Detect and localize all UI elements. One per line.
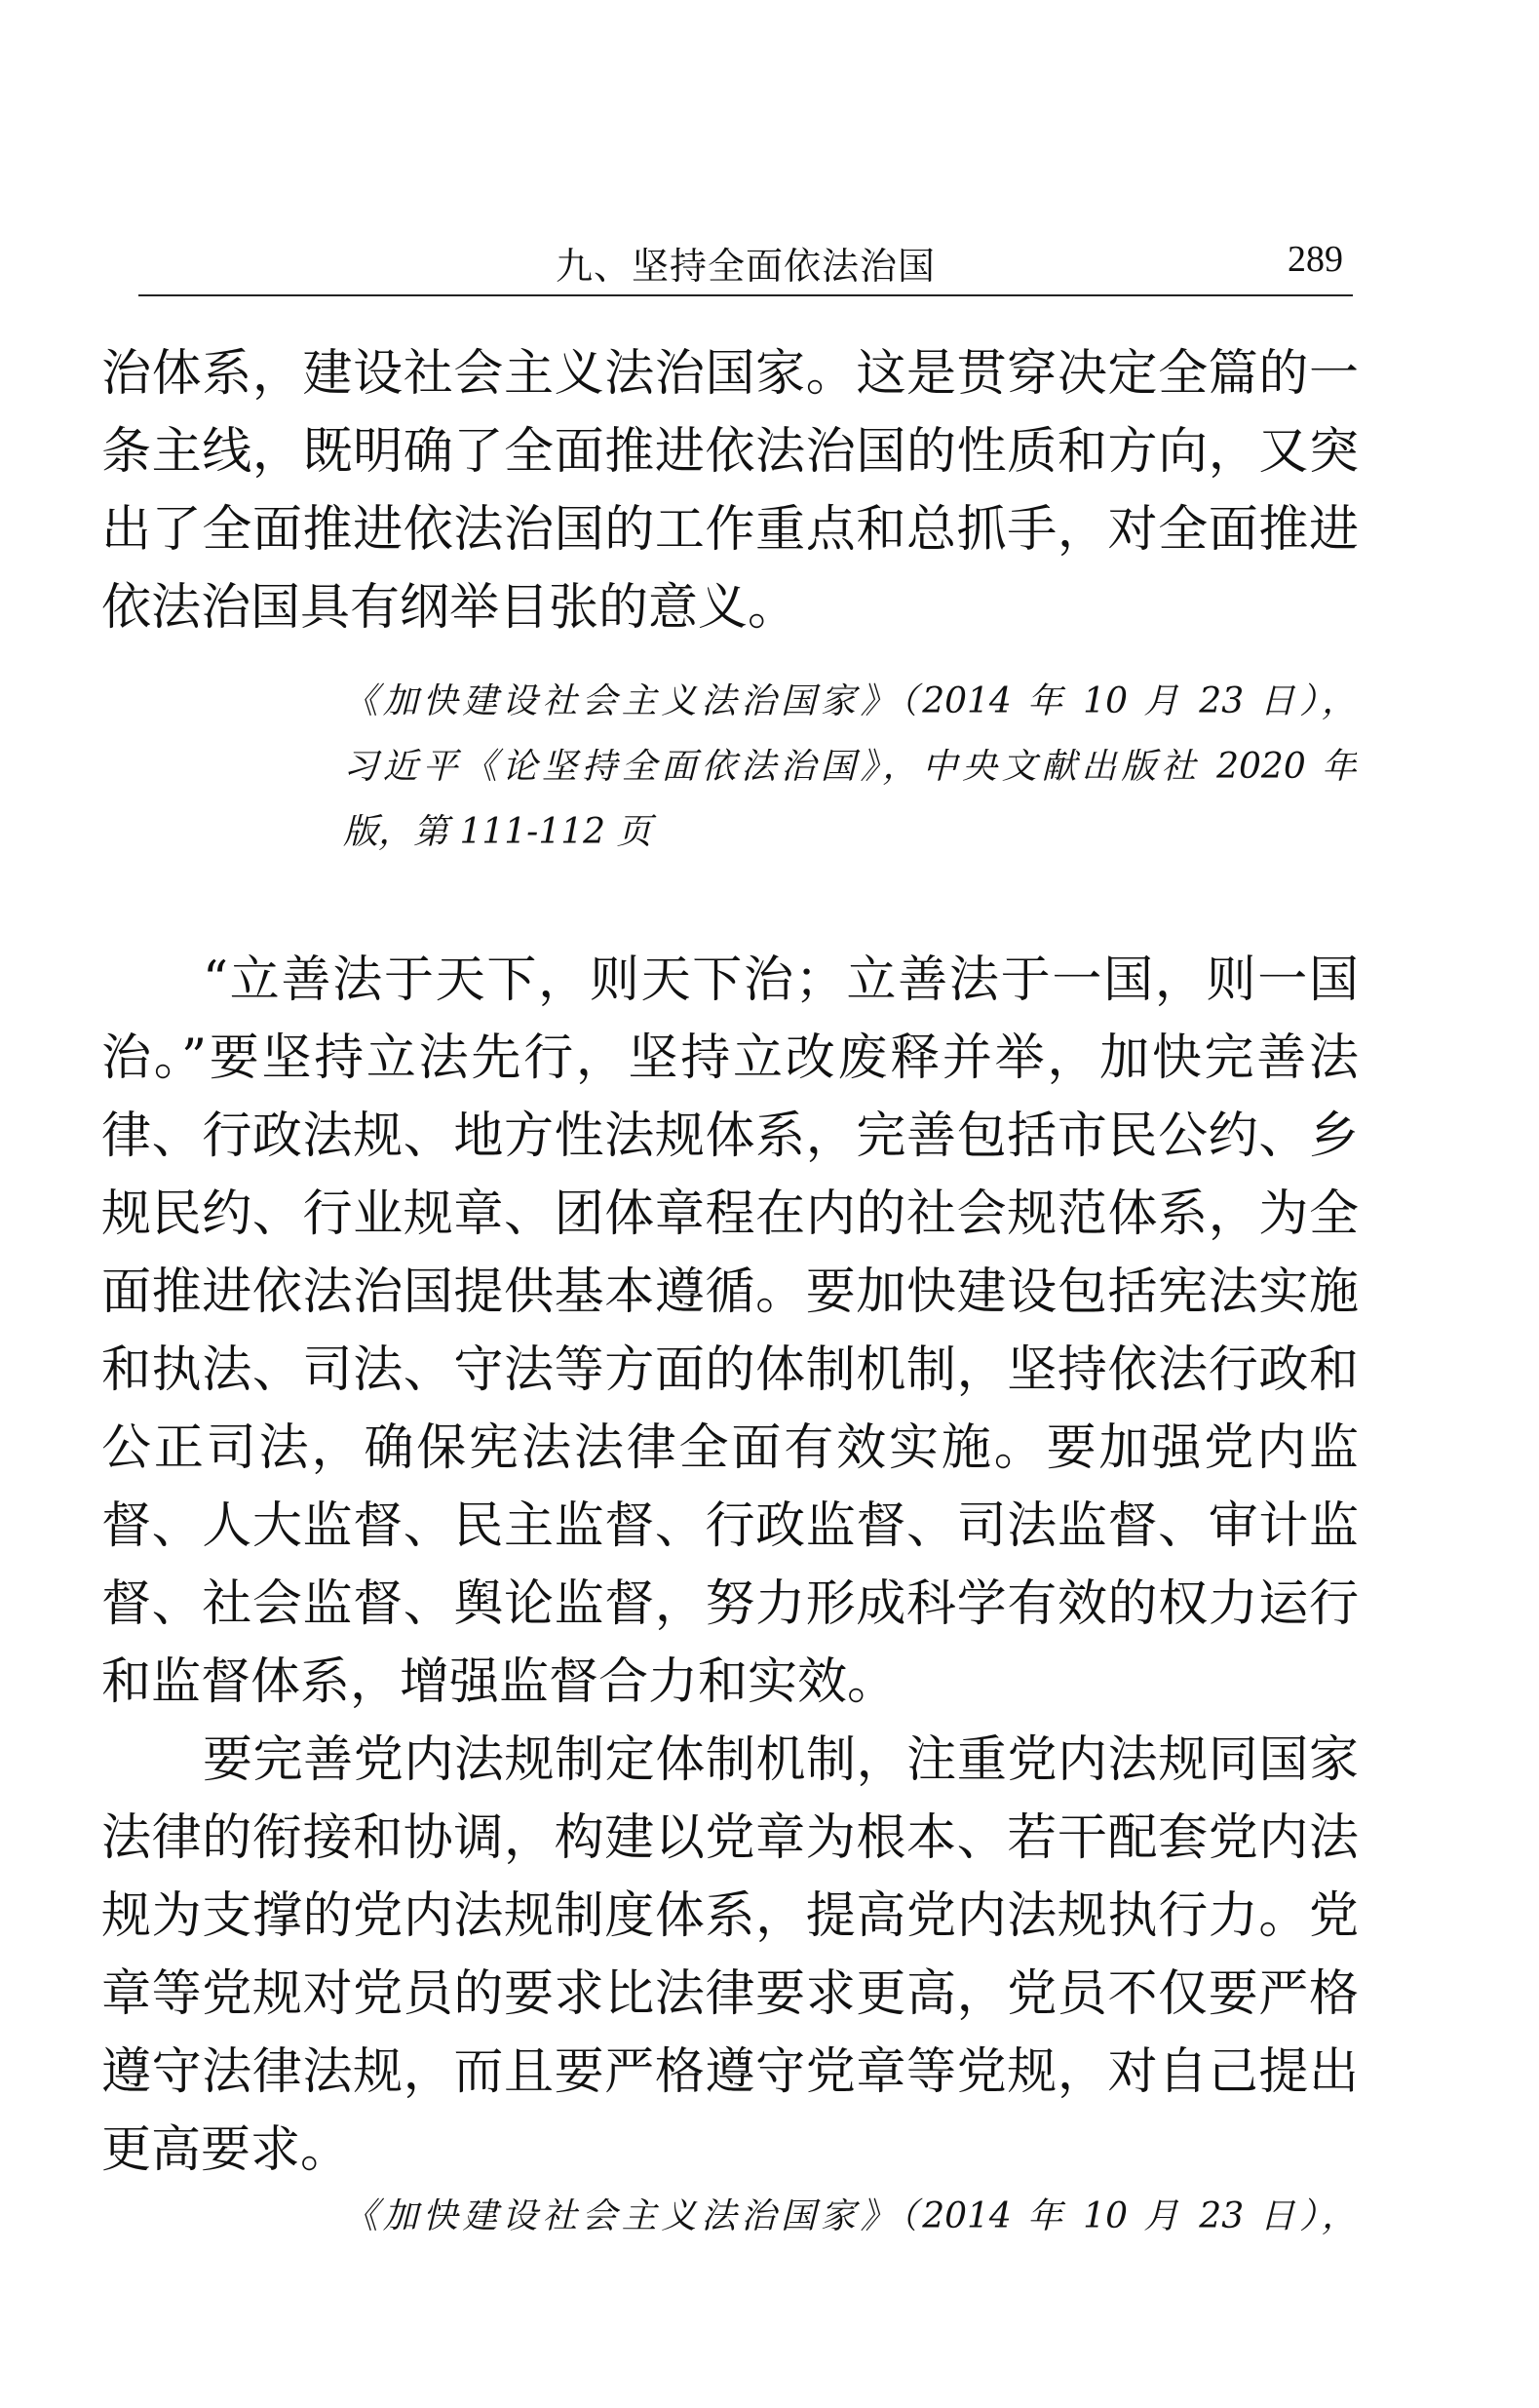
text-line: 规民约、行业规章、团体章程在内的社会规范体系，为全 (101, 1185, 1359, 1243)
chapter-title: 九、坚持全面依法治国 (555, 245, 936, 288)
paragraph-3 (101, 1722, 1359, 2190)
text-line: 要完善党内法规制定体制机制，注重党内法规同国家 (203, 1731, 1359, 1789)
text-line: 治体系，建设社会主义法治国家。这是贯穿决定全篇的一 (101, 345, 1359, 403)
paragraph-2 (101, 942, 1359, 1722)
text-line: 和执法、司法、守法等方面的体制机制，坚持依法行政和 (101, 1341, 1359, 1399)
text-line: 遵守法律法规，而且要严格遵守党章等党规，对自己提出 (101, 2043, 1359, 2101)
paragraph-1 (101, 335, 1359, 647)
text-line: 出了全面推进依法治国的工作重点和总抓手，对全面推进 (101, 501, 1359, 559)
page-number: 289 (1288, 239, 1343, 280)
text-line: 面推进依法治国提供基本遵循。要加快建设包括宪法实施 (101, 1263, 1359, 1321)
citation-line: 《加快建设社会主义法治国家》（2014 年 10 月 23 日）， (343, 2196, 1357, 2236)
text-line: “立善法于天下，则天下治；立善法于一国，则一国 (203, 952, 1359, 1009)
text-line: 治。”要坚持立法先行，坚持立改废释并举，加快完善法 (101, 1029, 1359, 1087)
source-citation-1 (343, 669, 1357, 865)
text-line: 章等党规对党员的要求比法律要求更高，党员不仅要严格 (101, 1965, 1359, 2023)
text-line: 更高要求。 (101, 2121, 351, 2179)
text-line: 律、行政法规、地方性法规体系，完善包括市民公约、乡 (101, 1107, 1359, 1165)
header-divider (138, 294, 1353, 296)
text-line: 条主线，既明确了全面推进依法治国的性质和方向，又突 (101, 423, 1359, 481)
text-line: 督、人大监督、民主监督、行政监督、司法监督、审计监 (101, 1497, 1359, 1555)
text-line: 依法治国具有纲举目张的意义。 (101, 579, 798, 637)
text-line: 督、社会监督、舆论监督，努力形成科学有效的权力运行 (101, 1575, 1359, 1633)
text-line: 公正司法，确保宪法法律全面有效实施。要加强党内监 (101, 1419, 1359, 1477)
citation-line: 版，第 111-112 页 (343, 812, 652, 852)
running-header (138, 226, 1353, 289)
text-line: 法律的衔接和协调，构建以党章为根本、若干配套党内法 (101, 1809, 1359, 1867)
citation-line: 习近平《论坚持全面依法治国》，中央文献出版社 2020 年 (343, 747, 1357, 787)
text-line: 规为支撑的党内法规制度体系，提高党内法规执行力。党 (101, 1887, 1359, 1945)
citation-line: 《加快建设社会主义法治国家》（2014 年 10 月 23 日）， (343, 681, 1357, 721)
text-line: 和监督体系，增强监督合力和实效。 (101, 1653, 898, 1711)
source-citation-2 (343, 2184, 1357, 2249)
